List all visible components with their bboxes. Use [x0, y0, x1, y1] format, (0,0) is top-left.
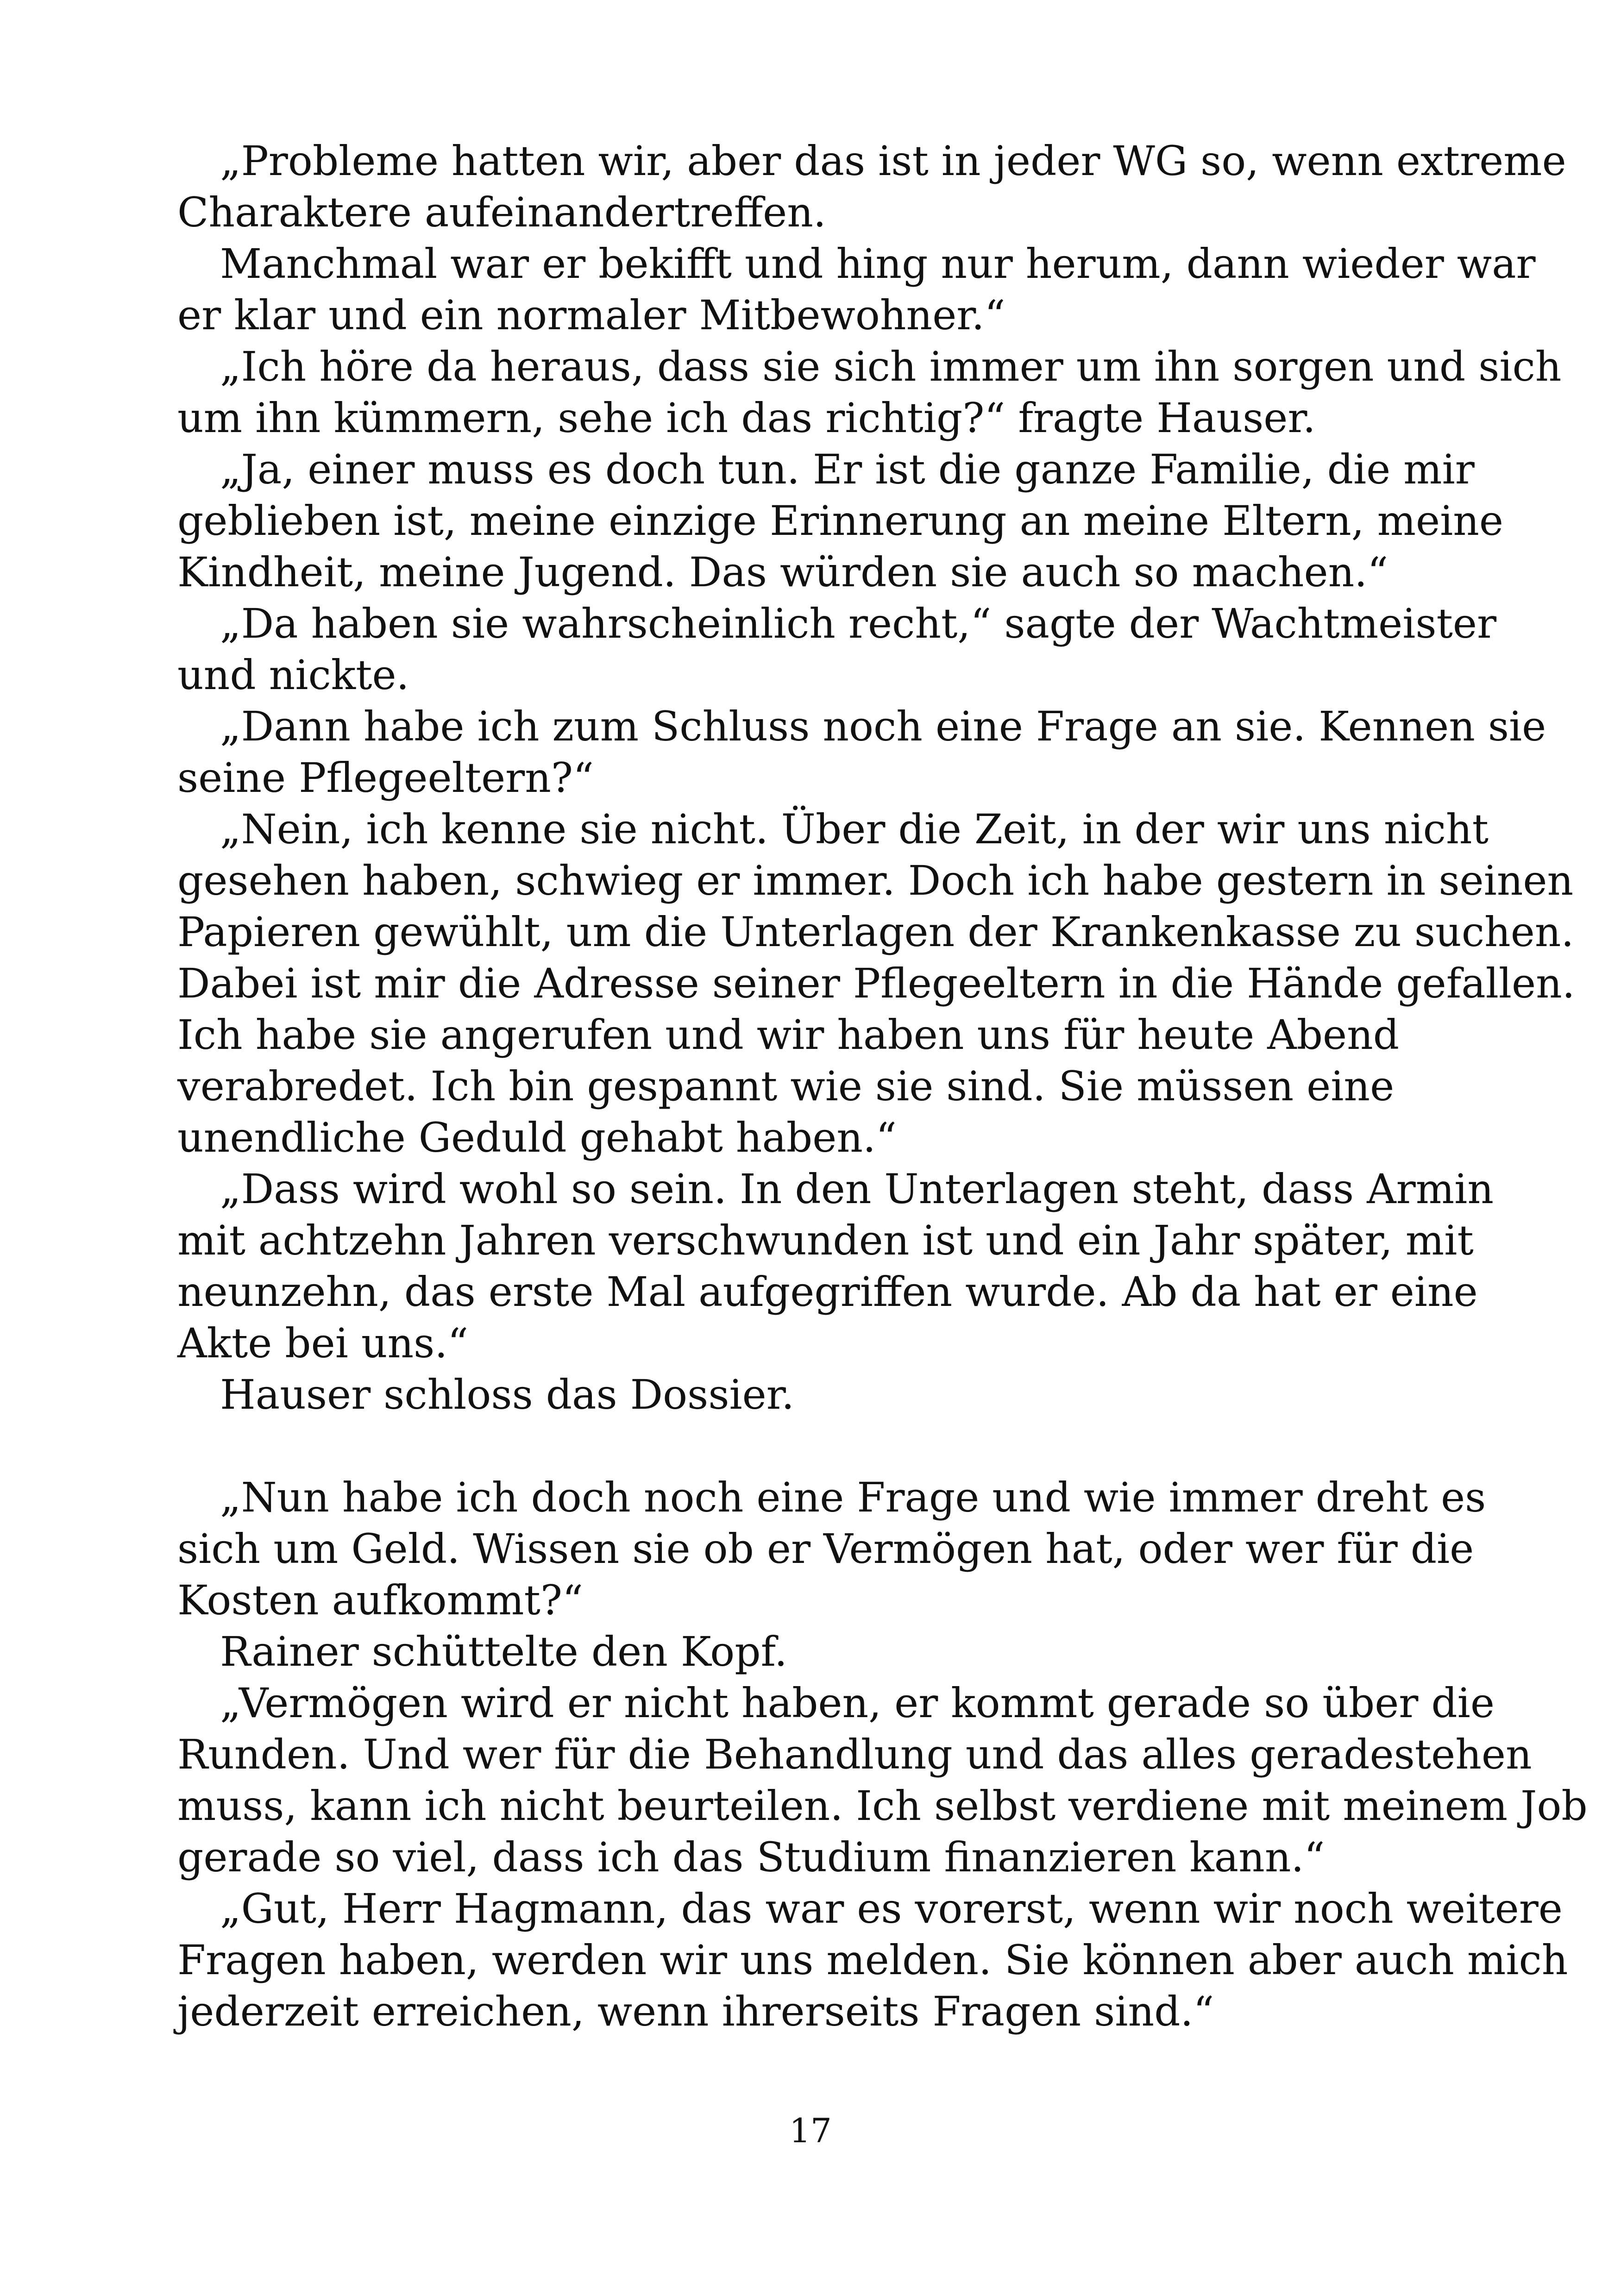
text-line: gesehen haben, schwieg er immer. Doch ich habe gestern in seinen [177, 857, 1574, 904]
text-line: sich um Geld. Wissen sie ob er Vermögen hat, oder wer für die [177, 1525, 1474, 1573]
text-line: „Nun habe ich doch noch eine Frage und wie immer dreht es [220, 1474, 1486, 1521]
text-line: Akte bei uns.“ [177, 1319, 469, 1367]
text-line: Rainer schüttelte den Kopf. [220, 1628, 787, 1675]
text-line: Charaktere aufeinandertreffen. [177, 188, 826, 236]
text-line: „Ich höre da heraus, dass sie sich immer um ihn sorgen und sich [220, 343, 1562, 390]
text-line: mit achtzehn Jahren verschwunden ist und ein Jahr später, mit [177, 1217, 1474, 1264]
body-text [177, 135, 1588, 2037]
text-line: Papieren gewühlt, um die Unterlagen der Krankenkasse zu suchen. [177, 908, 1574, 956]
text-line: Kindheit, meine Jugend. Das würden sie auch so machen.“ [177, 548, 1389, 596]
paragraph-gap [177, 1420, 1456, 1472]
text-line: jederzeit erreichen, wenn ihrerseits Fragen sind.“ [177, 1988, 1214, 2035]
text-line: muss, kann ich nicht beurteilen. Ich selbst verdiene mit meinem Job [177, 1782, 1588, 1830]
text-line: Manchmal war er bekifft und hing nur herum, dann wieder war [220, 240, 1536, 288]
text-line: „Ja, einer muss es doch tun. Er ist die ganze Familie, die mir [220, 445, 1475, 493]
text-line: Kosten aufkommt?“ [177, 1576, 584, 1624]
text-line: „Da haben sie wahrscheinlich recht,“ sagte der Wachtmeister [220, 600, 1497, 647]
text-line: geblieben ist, meine einzige Erinnerung an meine Eltern, meine [177, 497, 1504, 545]
text-line: Runden. Und wer für die Behandlung und das alles geradestehen [177, 1731, 1532, 1778]
text-line: unendliche Geduld gehabt haben.“ [177, 1114, 897, 1161]
text-line: „Dann habe ich zum Schluss noch eine Frage an sie. Kennen sie [220, 703, 1546, 750]
text-line: „Dass wird wohl so sein. In den Unterlagen steht, dass Armin [220, 1165, 1494, 1213]
text-line: er klar und ein normaler Mitbewohner.“ [177, 291, 1005, 339]
text-line: Dabei ist mir die Adresse seiner Pflegeeltern in die Hände gefallen. [177, 960, 1575, 1007]
text-line: gerade so viel, dass ich das Studium finanzieren kann.“ [177, 1833, 1325, 1881]
text-line: „Gut, Herr Hagmann, das war es vorerst, wenn wir noch weitere [220, 1885, 1563, 1932]
text-line: Hauser schloss das Dossier. [220, 1371, 795, 1418]
text-line: verabredet. Ich bin gespannt wie sie sind. Sie müssen eine [177, 1062, 1395, 1110]
text-line: seine Pflegeeltern?“ [177, 754, 594, 802]
text-line: „Nein, ich kenne sie nicht. Über die Zeit, in der wir uns nicht [220, 805, 1489, 853]
text-line: Ich habe sie angerufen und wir haben uns für heute Abend [177, 1011, 1400, 1059]
text-line: und nickte. [177, 651, 409, 699]
text-line: Fragen haben, werden wir uns melden. Sie können aber auch mich [177, 1936, 1568, 1984]
text-line: „Vermögen wird er nicht haben, er kommt gerade so über die [220, 1679, 1495, 1727]
text-line: um ihn kümmern, sehe ich das richtig?“ fragte Hauser. [177, 394, 1316, 442]
page-number: 17 [789, 2111, 832, 2150]
text-line: „Probleme hatten wir, aber das ist in jeder WG so, wenn extreme [220, 137, 1566, 185]
text-line: neunzehn, das erste Mal aufgegriffen wurde. Ab da hat er eine [177, 1268, 1478, 1316]
